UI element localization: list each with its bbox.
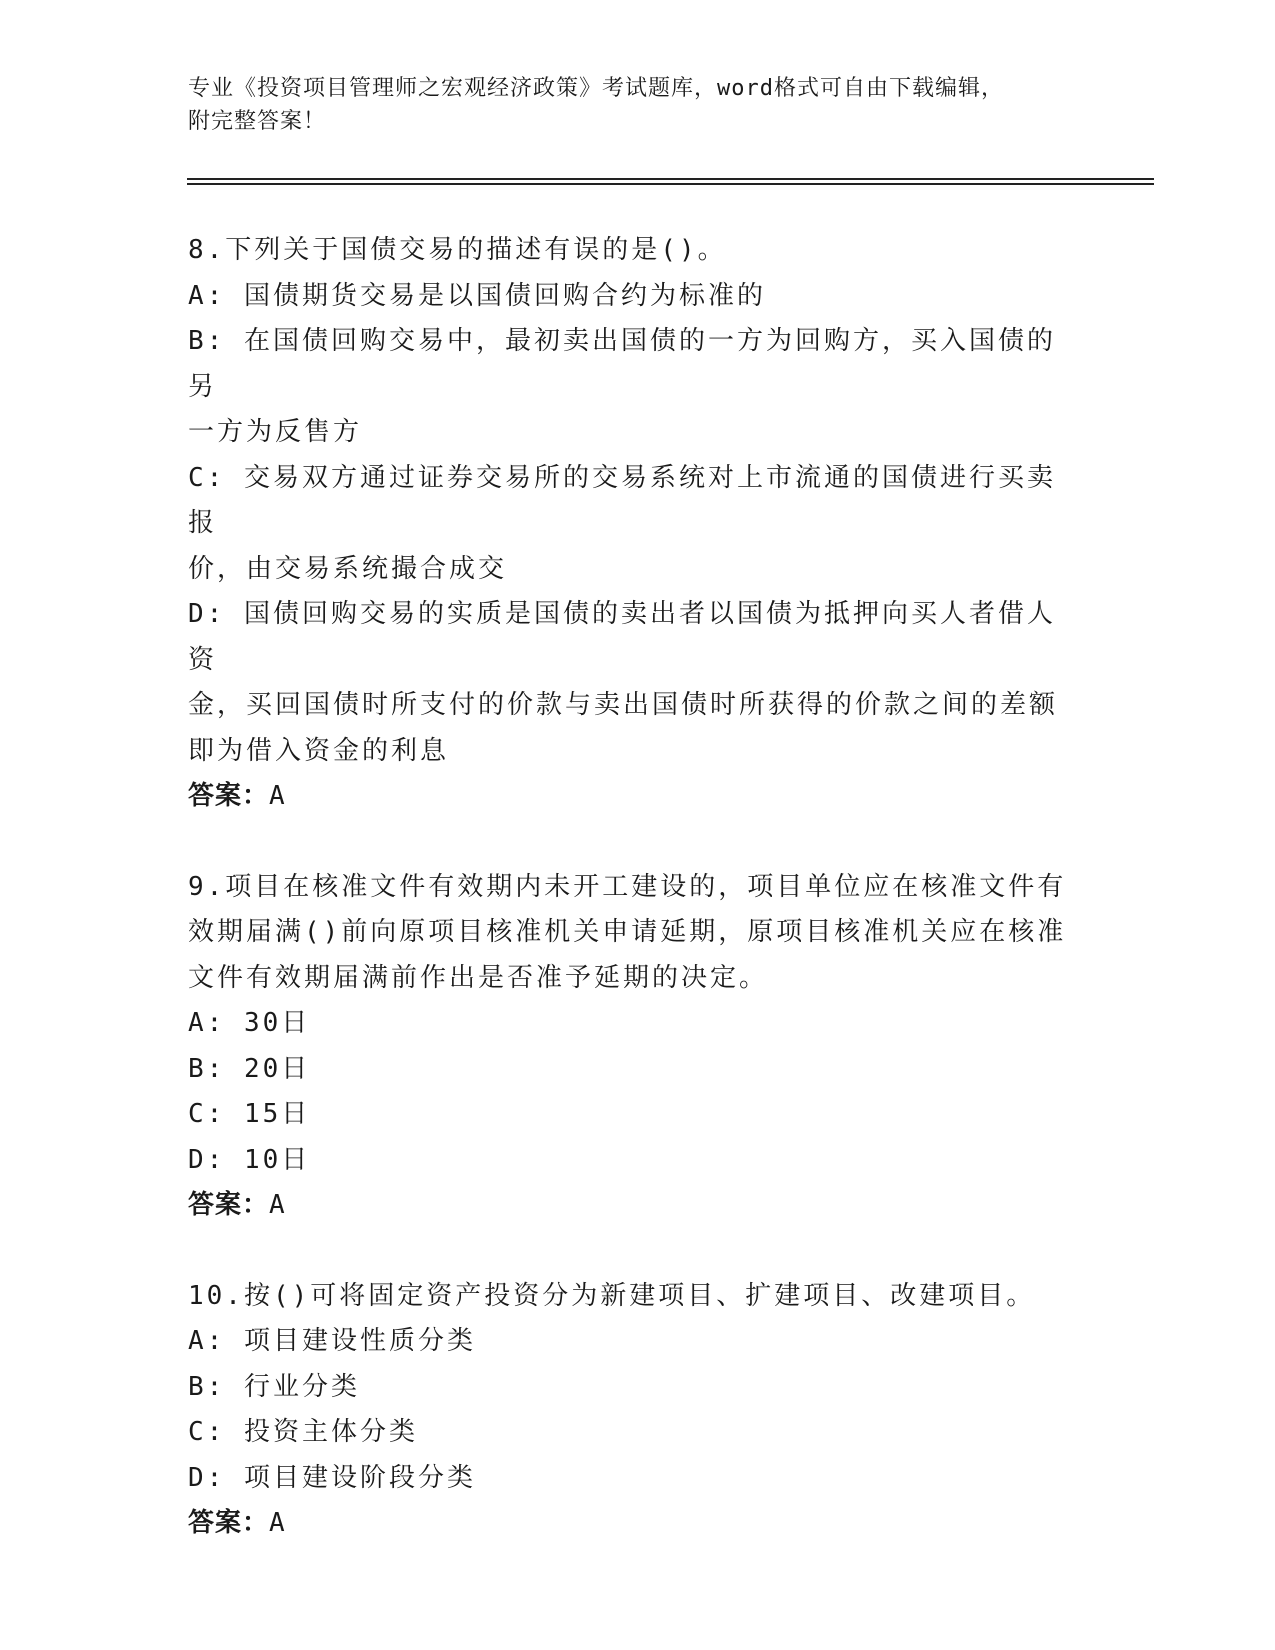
option-text: 即为借入资金的利息 (188, 735, 450, 766)
option-b: B: 行业分类 (188, 1371, 360, 1402)
option-text: 金，买回国债时所支付的价款与卖出国债时所获得的价款之间的差额 (188, 690, 1059, 720)
document-header (188, 72, 1088, 138)
answer-label: 答案： (188, 1190, 270, 1220)
answer (188, 774, 1078, 820)
option-a (188, 274, 1078, 320)
option-text: C: 交易双方通过证券交易所的交易系统对上市流通的国债进行买卖报 (188, 462, 1056, 538)
question-8 (188, 228, 1078, 820)
header-divider-bottom (187, 183, 1154, 185)
answer (188, 1501, 1078, 1547)
option-d (188, 592, 1078, 774)
question-10 (188, 1274, 1078, 1547)
option-d: D: 10日 (188, 1144, 311, 1175)
question-9 (188, 865, 1078, 1229)
option-d: D: 项目建设阶段分类 (188, 1462, 476, 1493)
answer-label: 答案： (188, 1508, 270, 1538)
answer-value: A (269, 1508, 286, 1538)
option-text: D: 国债回购交易的实质是国债的卖出者以国债为抵押向买人者借人资 (188, 599, 1056, 675)
option-text: A: 国债期货交易是以国债回购合约为标准的 (188, 280, 766, 311)
option-c: C: 15日 (188, 1099, 311, 1129)
option-text: 价，由交易系统撮合成交 (188, 553, 508, 584)
option-b (188, 319, 1078, 456)
answer-label: 答案： (188, 781, 270, 811)
answer-value: A (269, 1190, 286, 1220)
question-stem: 9.项目在核准文件有效期内未开工建设的，项目单位应在核准文件有 (188, 871, 1067, 902)
question-stem: 10.按()可将固定资产投资分为新建项目、扩建项目、改建项目。 (188, 1280, 1036, 1311)
question-stem: 8.下列关于国债交易的描述有误的是()。 (188, 235, 727, 265)
answer (188, 1183, 1078, 1229)
header-line-2: 附完整答案！ (188, 109, 327, 134)
answer-value: A (269, 781, 286, 811)
option-text: 一方为反售方 (188, 417, 363, 447)
option-a: A: 30日 (188, 1008, 311, 1038)
header-line-1: 专业《投资项目管理师之宏观经济政策》考试题库，word格式可自由下载编辑， (188, 76, 1004, 101)
question-stem: 文件有效期届满前作出是否准予延期的决定。 (188, 962, 769, 993)
header-divider-top (187, 178, 1154, 180)
option-c: C: 投资主体分类 (188, 1417, 418, 1447)
option-a: A: 项目建设性质分类 (188, 1326, 476, 1356)
question-stem: 效期届满()前向原项目核准机关申请延期，原项目核准机关应在核准 (188, 917, 1067, 947)
option-c (188, 456, 1078, 593)
option-b: B: 20日 (188, 1053, 311, 1084)
option-text: B: 在国债回购交易中，最初卖出国债的一方为回购方，买入国债的另 (188, 326, 1056, 402)
question-list (188, 228, 1078, 1592)
